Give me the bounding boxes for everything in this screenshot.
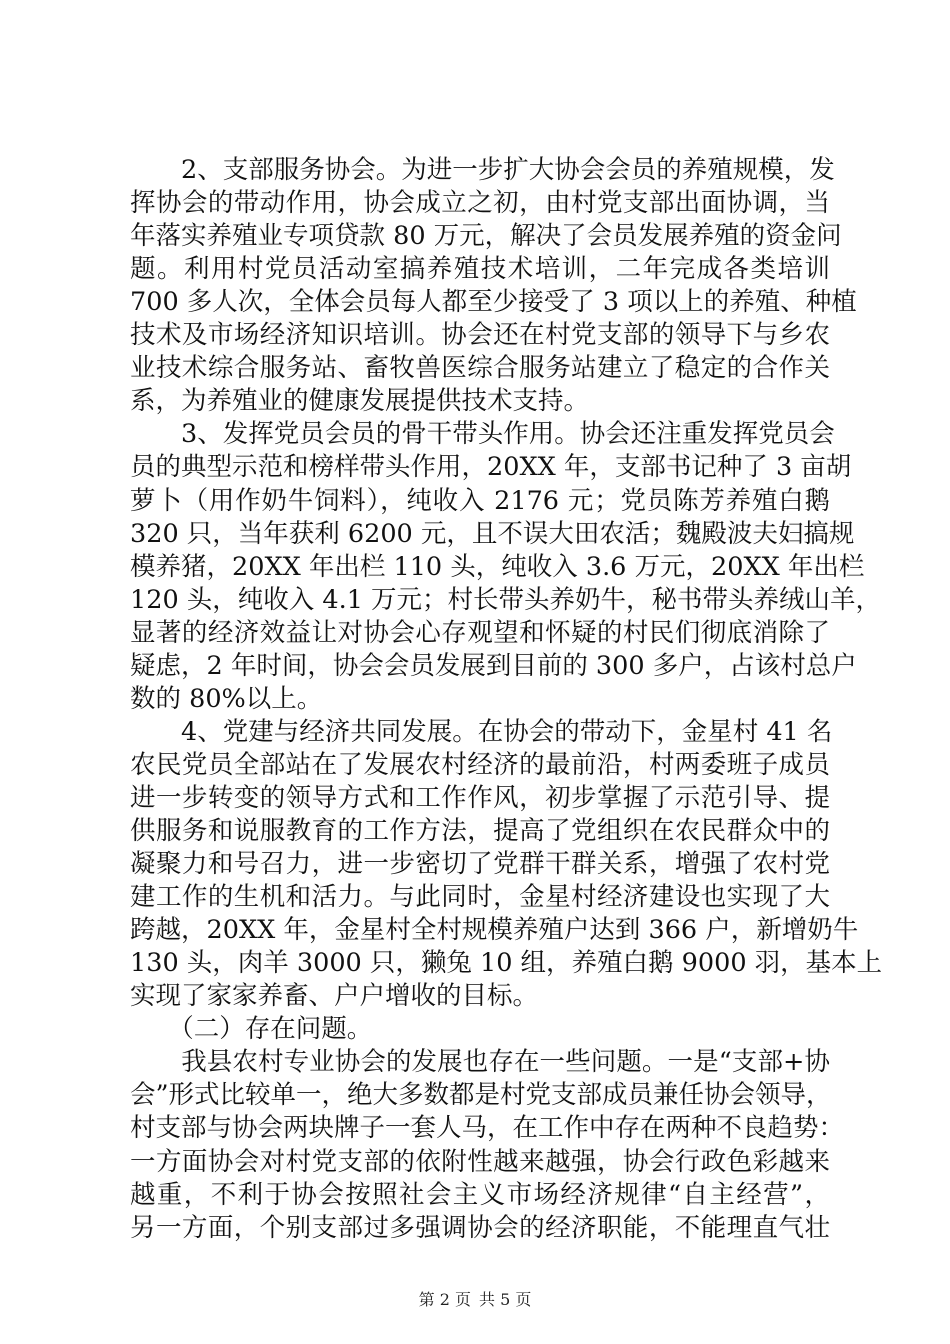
text-line: 130 头，肉羊 3000 只，獭兔 10 组，养殖白鹅 9000 羽，基本上	[130, 948, 883, 979]
text-line: 萝卜（用作奶牛饲料），纯收入 2176 元；党员陈芳养殖白鹅	[130, 485, 830, 516]
text-line: 我县农村专业协会的发展也存在一些问题。一是“支部+协	[130, 1047, 830, 1078]
text-line: 农民党员全部站在了发展农村经济的最前沿，村两委班子成员	[130, 749, 830, 780]
text-line: 120 头，纯收入 4.1 万元；村长带头养奶牛，秘书带头养绒山羊，	[130, 584, 882, 615]
text-line: 跨越，20XX 年，金星村全村规模养殖户达到 366 户，新增奶牛	[130, 915, 859, 946]
text-line: 一方面协会对村党支部的依附性越来越强，协会行政色彩越来	[130, 1146, 830, 1177]
text-line: 另一方面，个别支部过多强调协会的经济职能，不能理直气壮	[130, 1212, 830, 1243]
text-line: 建工作的生机和活力。与此同时，金星村经济建设也实现了大	[130, 882, 830, 913]
text-line: 700 多人次，全体会员每人都至少接受了 3 项以上的养殖、种植	[130, 287, 857, 318]
text-line: 越重，不利于协会按照社会主义市场经济规律“自主经营”，	[130, 1179, 830, 1210]
text-line: 2、支部服务协会。为进一步扩大协会会员的养殖规模，发	[130, 155, 835, 185]
text-line: 显著的经济效益让对协会心存观望和怀疑的村民们彻底消除了	[130, 617, 830, 648]
text-line: 村支部与协会两块牌子一套人马，在工作中存在两种不良趋势：	[130, 1113, 845, 1144]
text-line: 实现了家家养畜、户户增收的目标。	[130, 981, 539, 1012]
text-line: 模养猪，20XX 年出栏 110 头，纯收入 3.6 万元，20XX 年出栏	[130, 551, 865, 582]
text-line: 疑虑，2 年时间，协会会员发展到目前的 300 多户，占该村总户	[130, 650, 857, 681]
text-line: 题。利用村党员活动室搞养殖技术培训，二年完成各类培训	[130, 254, 830, 285]
page-total: 共 5 页	[479, 1290, 532, 1309]
text-line: 进一步转变的领导方式和工作作风，初步掌握了示范引导、提	[130, 782, 830, 813]
text-line: 4、党建与经济共同发展。在协会的带动下，金星村 41 名	[130, 716, 833, 747]
text-line: 员的典型示范和榜样带头作用，20XX 年，支部书记种了 3 亩胡	[130, 452, 852, 483]
text-line: （二）存在问题。	[130, 1014, 373, 1045]
text-line: 挥协会的带动作用，协会成立之初，由村党支部出面协调，当	[130, 188, 830, 219]
page-number: 第 2 页	[418, 1290, 471, 1309]
text-line: 年落实养殖业专项贷款 80 万元，解决了会员发展养殖的资金问	[130, 221, 842, 252]
text-line: 320 只，当年获利 6200 元，且不误大田农活；魏殿波夫妇搞规	[130, 518, 855, 549]
text-line: 3、发挥党员会员的骨干带头作用。协会还注重发挥党员会	[130, 419, 835, 450]
text-line: 供服务和说服教育的工作方法，提高了党组织在农民群众中的	[130, 816, 830, 846]
text-line: 凝聚力和号召力，进一步密切了党群干群关系，增强了农村党	[130, 849, 830, 880]
text-line: 系，为养殖业的健康发展提供技术支持。	[130, 386, 590, 417]
text-line: 技术及市场经济知识培训。协会还在村党支部的领导下与乡农	[130, 320, 830, 351]
text-line: 业技术综合服务站、畜牧兽医综合服务站建立了稳定的合作关	[130, 353, 830, 384]
text-line: 数的 80%以上。	[130, 683, 323, 714]
page-footer	[0, 1290, 950, 1310]
text-line: 会”形式比较单一，绝大多数都是村党支部成员兼任协会领导，	[130, 1080, 832, 1111]
